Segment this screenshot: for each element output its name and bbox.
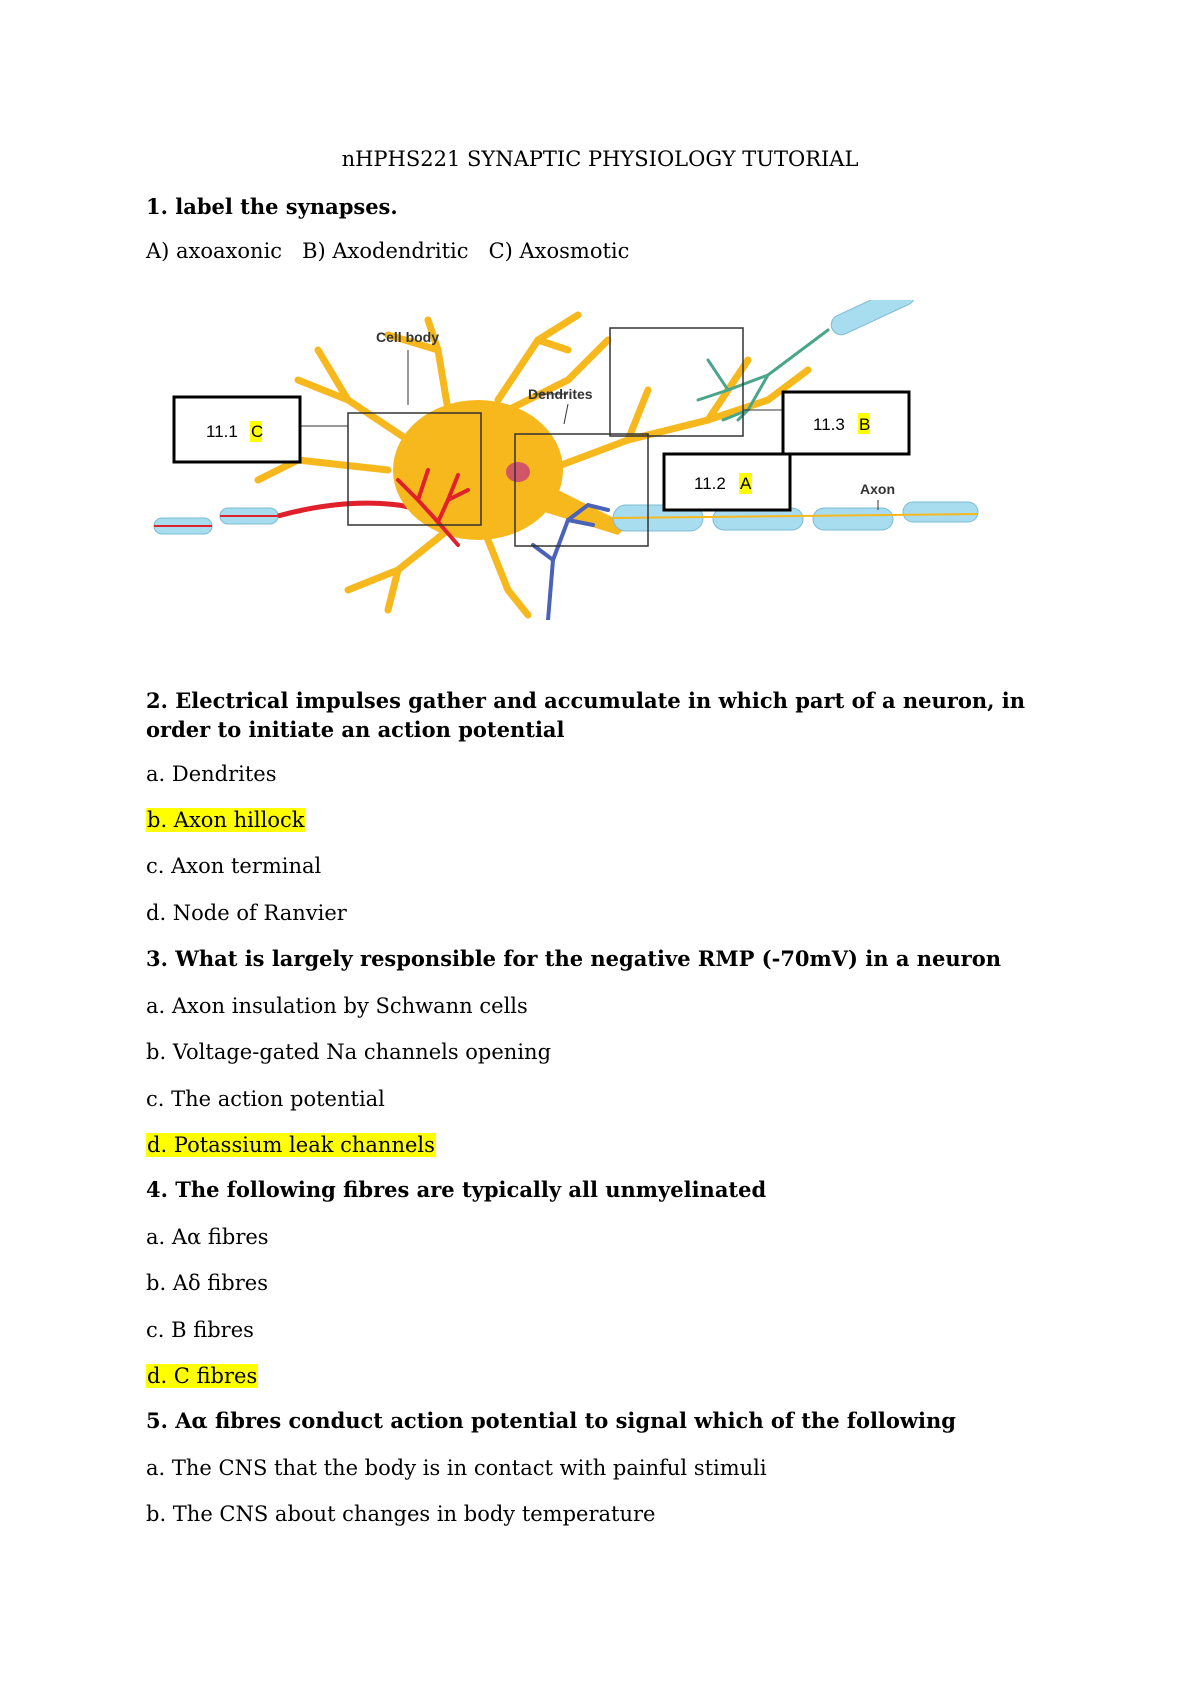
- question-3-option-a: a. Axon insulation by Schwann cells: [146, 994, 528, 1018]
- answer-box-11-3: [783, 392, 909, 454]
- answer-box-11-2: [664, 454, 790, 510]
- question-5-heading: 5. Aα fibres conduct action potential to signal which of the following: [146, 1408, 956, 1433]
- question-1-answer-line: A) axoaxonic B) Axodendritic C) Axosmotic: [146, 239, 630, 263]
- nucleus: [506, 462, 530, 482]
- answer-box-11-3-letter: B: [859, 415, 871, 434]
- question-4-option-b: b. Aδ fibres: [146, 1271, 268, 1295]
- question-5-option-a: a. The CNS that the body is in contact with painful stimuli: [146, 1456, 767, 1480]
- neuron-synapse-diagram: [148, 300, 1038, 620]
- cell-body: [393, 400, 563, 540]
- question-2-heading: 2. Electrical impulses gather and accumulate in which part of a neuron, in order to initiate an action potential: [146, 688, 1025, 742]
- question-4-option-c: c. B fibres: [146, 1318, 254, 1342]
- question-4-heading: 4. The following fibres are typically all unmyelinated: [146, 1177, 767, 1202]
- svg-text:11.1: [206, 422, 238, 441]
- question-2-option-a: a. Dendrites: [146, 762, 277, 786]
- question-3-option-c: c. The action potential: [146, 1087, 385, 1111]
- question-4-option-d: d. C fibres: [147, 1364, 258, 1388]
- question-2-option-c: c. Axon terminal: [146, 854, 322, 878]
- answer-box-11-2-letter: A: [740, 474, 752, 493]
- question-3-option-d: d. Potassium leak channels: [147, 1133, 435, 1157]
- answer-box-11-3-id: 11.3: [813, 415, 845, 434]
- answer-box-11-1: [174, 397, 300, 462]
- question-3-option-b: b. Voltage-gated Na channels opening: [146, 1040, 552, 1064]
- question-2-option-d: d. Node of Ranvier: [146, 901, 347, 925]
- question-2-option-b: b. Axon hillock: [147, 808, 305, 832]
- answer-box-11-1-id: 11.1: [206, 422, 238, 441]
- document-title: nHPHS221 SYNAPTIC PHYSIOLOGY TUTORIAL: [341, 147, 859, 171]
- neuron-illustration: [148, 300, 1038, 620]
- question-3-heading: 3. What is largely responsible for the negative RMP (-70mV) in a neuron: [146, 946, 1002, 971]
- question-1-heading: 1. label the synapses.: [146, 194, 398, 219]
- label-axon: Axon: [860, 481, 895, 497]
- left-myelin-sheath: [154, 508, 278, 534]
- answer-box-11-2-id: 11.2: [694, 474, 726, 493]
- label-dendrites: Dendrites: [528, 386, 593, 402]
- answer-box-11-1-letter: C: [251, 422, 264, 441]
- label-cell-body: Cell body: [376, 329, 440, 345]
- question-5-option-b: b. The CNS about changes in body temperature: [146, 1502, 656, 1526]
- question-4-option-a: a. Aα fibres: [146, 1225, 269, 1249]
